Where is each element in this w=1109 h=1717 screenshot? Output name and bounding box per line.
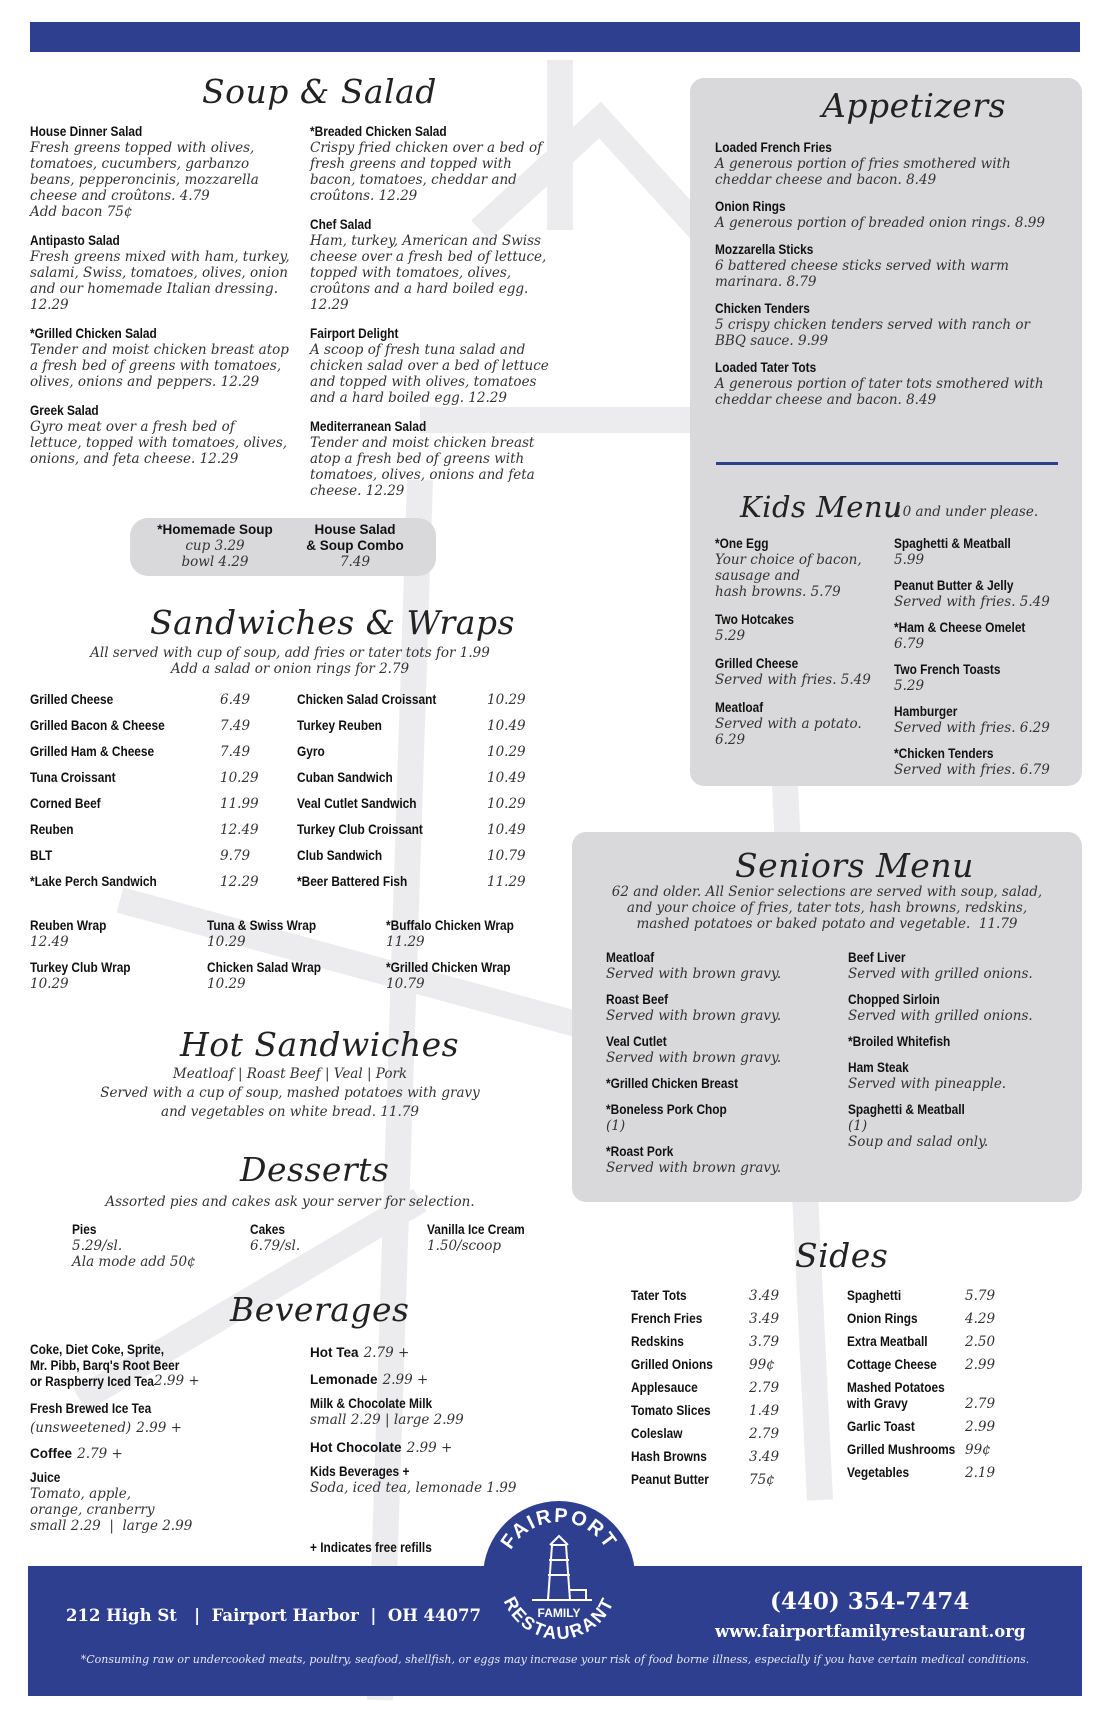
item-desc: Served with brown gravy. [606, 966, 782, 982]
item-name: Meatloaf [606, 950, 655, 965]
menu-item [715, 199, 1065, 231]
top-banner [30, 22, 1080, 52]
wrap-price: 10.79 [386, 976, 425, 992]
row-name: Corned Beef [30, 796, 101, 811]
lemonade-name: Lemonade [310, 1372, 378, 1387]
menu-item [715, 656, 880, 688]
item-name: Onion Rings [715, 199, 786, 214]
sides-title: Sides [795, 1236, 889, 1275]
juice-name: Juice [30, 1470, 61, 1485]
soup-salad-left-column [30, 124, 290, 480]
item-desc: 5.29 [715, 628, 746, 644]
wrap-name: Turkey Club Wrap [30, 960, 131, 975]
price-row [297, 848, 527, 874]
sandwiches-title: Sandwiches & Wraps [150, 603, 515, 642]
item-desc: Served with brown gravy. [606, 1008, 782, 1024]
desserts-title: Desserts [240, 1150, 390, 1189]
row-name: Coleslaw [631, 1426, 683, 1441]
wrap-price: 10.29 [207, 976, 246, 992]
dessert-item [72, 1222, 196, 1270]
menu-item [848, 1060, 1068, 1092]
appetizers-title: Appetizers [822, 86, 1007, 125]
row-price: 75¢ [749, 1472, 775, 1488]
kids-left-list [715, 536, 880, 760]
row-price: 1.49 [749, 1403, 780, 1419]
row-price: 10.49 [487, 770, 526, 786]
wrap-price: 10.29 [207, 934, 246, 950]
menu-item [606, 1076, 826, 1092]
soup-combo-box [130, 518, 436, 576]
row-name: Grilled Onions [631, 1357, 713, 1372]
menu-item [310, 217, 550, 313]
row-price: 11.99 [220, 796, 259, 812]
wraps-list [30, 918, 550, 992]
menu-item [606, 992, 826, 1024]
menu-item [310, 326, 550, 406]
menu-item [715, 536, 880, 600]
tea-desc: (unsweetened) [30, 1420, 132, 1436]
sides-left-list [631, 1288, 791, 1528]
dessert-price: 6.79/sl. [250, 1238, 301, 1254]
dessert-price: 5.29/sl. [72, 1238, 123, 1254]
beverages-title: Beverages [230, 1290, 410, 1329]
beverages-right [310, 1342, 560, 1496]
kids-right-list [894, 536, 1074, 788]
seniors-left-list [606, 950, 826, 1186]
item-name: Ham Steak [848, 1060, 909, 1075]
menu-item [310, 419, 550, 499]
row-price: 2.99 [965, 1357, 996, 1373]
menu-item [715, 301, 1065, 349]
wrap-item [30, 960, 144, 992]
item-name: Roast Beef [606, 992, 669, 1007]
item-desc: Served with fries. 6.29 [894, 720, 1050, 736]
hot-tea-price: 2.79 + [363, 1345, 410, 1361]
row-price: 10.29 [487, 692, 526, 708]
milk-desc: small 2.29 | large 2.99 [310, 1412, 464, 1428]
hot-sandwiches-desc-2: and vegetables on white bread. 11.79 [161, 1104, 419, 1120]
tea-name: Fresh Brewed Ice Tea [30, 1401, 152, 1416]
sandwiches-sub-1: All served with cup of soup, add fries or tater tots for 1.99 [90, 645, 490, 661]
item-name: Meatloaf [715, 700, 764, 715]
menu-item [894, 746, 1074, 778]
price-row [297, 796, 527, 822]
beverages-left [30, 1342, 290, 1534]
item-name: Hamburger [894, 704, 958, 719]
dessert-note: Ala mode add 50¢ [72, 1254, 196, 1270]
row-name: Extra Meatball [847, 1334, 928, 1349]
item-name: Mozzarella Sticks [715, 242, 814, 257]
row-name: Tomato Slices [631, 1403, 711, 1418]
logo-text-bottom: RESTAURANT [499, 1593, 619, 1644]
combo-name-2: & Soup Combo [306, 538, 404, 553]
row-price: 2.79 [965, 1396, 996, 1412]
item-desc: A generous portion of tater tots smothered with cheddar cheese and bacon. 8.49 [715, 376, 1044, 408]
combo-name: House Salad [314, 522, 396, 537]
dessert-name: Cakes [250, 1222, 286, 1237]
row-price: 12.29 [220, 874, 259, 890]
row-price: 5.79 [965, 1288, 996, 1304]
sandwiches-sub-2: Add a salad or onion rings for 2.79 [170, 661, 410, 677]
item-desc: Served with fries. 5.49 [894, 594, 1050, 610]
row-name: French Fries [631, 1311, 703, 1326]
row-name: Garlic Toast [847, 1419, 915, 1434]
price-row [30, 796, 260, 822]
soup-salad-title: Soup & Salad [202, 72, 437, 111]
restaurant-logo [482, 1500, 636, 1654]
seniors-menu-title: Seniors Menu [735, 846, 974, 885]
menu-item [30, 403, 290, 467]
item-desc: Fresh greens topped with olives, tomatoes, cucumbers, garbanzo beans, pepperoncinis, mozzarella cheese and croûtons. 4.79 Add bacon 75¢ [30, 140, 259, 220]
row-price: 10.29 [487, 744, 526, 760]
item-desc: A scoop of fresh tuna salad and chicken salad over a bed of lettuce and topped with olives, tomatoes and a hard boiled egg. 12.29 [310, 342, 549, 406]
wrap-name: Tuna & Swiss Wrap [207, 918, 317, 933]
item-name: Mediterranean Salad [310, 419, 427, 434]
item-desc: A generous portion of breaded onion rings. 8.99 [715, 215, 1045, 231]
row-price: 10.79 [487, 848, 526, 864]
item-name: *Breaded Chicken Salad [310, 124, 447, 139]
item-desc: (1) [606, 1118, 626, 1134]
wrap-item [386, 960, 528, 992]
price-row [30, 692, 260, 718]
item-desc: Served with fries. 5.49 [715, 672, 871, 688]
item-desc: Served with pineapple. [848, 1076, 1007, 1092]
hot-sandwiches-types: Meatloaf | Roast Beef | Veal | Pork [172, 1066, 408, 1082]
menu-item [715, 700, 880, 748]
row-name: Mashed Potatoes with Gravy [847, 1380, 945, 1411]
item-desc: Gyro meat over a fresh bed of lettuce, topped with tomatoes, olives, onions, and feta cheese. 12.29 [30, 419, 288, 467]
soup-name: *Homemade Soup [157, 522, 273, 537]
milk-name: Milk & Chocolate Milk [310, 1396, 433, 1411]
row-price: 2.50 [965, 1334, 996, 1350]
item-name: *Grilled Chicken Breast [606, 1076, 739, 1091]
price-row [297, 692, 527, 718]
item-desc: Crispy fried chicken over a bed of fresh greens and topped with bacon, tomatoes, cheddar and croûtons. 12.29 [310, 140, 543, 204]
item-name: Chef Salad [310, 217, 372, 232]
row-price: 11.29 [487, 874, 526, 890]
row-price: 2.79 [749, 1426, 780, 1442]
item-desc: A generous portion of fries smothered with cheddar cheese and bacon. 8.49 [715, 156, 1011, 188]
item-desc: Your choice of bacon, sausage and hash browns. 5.79 [715, 552, 862, 600]
menu-item [30, 326, 290, 390]
row-price: 2.79 [749, 1380, 780, 1396]
item-name: Peanut Butter & Jelly [894, 578, 1014, 593]
item-name: Veal Cutlet [606, 1034, 667, 1049]
item-name: Loaded French Fries [715, 140, 832, 155]
item-desc: 6 battered cheese sticks served with warm marinara. 8.79 [715, 258, 1009, 290]
row-name: Hash Browns [631, 1449, 707, 1464]
item-name: Beef Liver [848, 950, 906, 965]
dessert-name: Vanilla Ice Cream [427, 1222, 525, 1237]
price-row [297, 744, 527, 770]
row-name: *Beer Battered Fish [297, 874, 408, 889]
seniors-right-list [848, 950, 1068, 1160]
wrap-name: Reuben Wrap [30, 918, 107, 933]
tea-price: 2.99 + [136, 1420, 182, 1436]
price-row [30, 770, 260, 796]
dessert-price: 1.50/scoop [427, 1238, 501, 1254]
item-desc: Ham, turkey, American and Swiss cheese over a fresh bed of lettuce, topped with tomatoes, olives, croûtons and a hard boiled egg. 12.29 [310, 233, 547, 313]
wrap-price: 12.49 [30, 934, 69, 950]
kids-menu-note: 10 and under please. [894, 504, 1039, 520]
desserts-sub: Assorted pies and cakes ask your server for selection. [105, 1194, 475, 1210]
dessert-item [250, 1222, 300, 1254]
row-price: 10.49 [487, 718, 526, 734]
price-row [847, 1380, 1007, 1412]
row-name: Reuben [30, 822, 74, 837]
row-price: 6.49 [220, 692, 251, 708]
row-price: 2.99 [965, 1419, 996, 1435]
row-name: Grilled Cheese [30, 692, 114, 707]
price-row [30, 822, 260, 848]
wrap-name: Chicken Salad Wrap [207, 960, 322, 975]
panel-divider [716, 462, 1058, 465]
item-name: Grilled Cheese [715, 656, 799, 671]
price-row [847, 1465, 1007, 1491]
item-name: *Chicken Tenders [894, 746, 994, 761]
hot-sandwiches-title: Hot Sandwiches [180, 1025, 460, 1064]
row-name: Peanut Butter [631, 1472, 709, 1487]
footer-website: www.fairportfamilyrestaurant.org [715, 1622, 1026, 1641]
soda-price: 2.99 + [154, 1373, 200, 1389]
menu-item [848, 1102, 1068, 1150]
wrap-name: *Grilled Chicken Wrap [386, 960, 511, 975]
row-name: Turkey Club Croissant [297, 822, 423, 837]
row-name: Cottage Cheese [847, 1357, 937, 1372]
row-price: 3.49 [749, 1449, 780, 1465]
row-name: Spaghetti [847, 1288, 902, 1303]
hot-chocolate-price: 2.99 + [406, 1440, 453, 1456]
row-name: Grilled Mushrooms [847, 1442, 956, 1457]
sandwiches-left-list [30, 692, 260, 902]
price-row [631, 1472, 791, 1498]
item-desc: 6.79 [894, 636, 925, 652]
item-desc: 5.99 [894, 552, 925, 568]
price-row [30, 744, 260, 770]
logo-text-top: FAIRPORT [496, 1504, 622, 1554]
item-desc: Tender and moist chicken breast atop a fresh bed of greens with tomatoes, olives, onions and feta cheese. 12.29 [310, 435, 535, 499]
wrap-item [207, 960, 337, 992]
menu-item [30, 233, 290, 313]
menu-item [715, 612, 880, 644]
combo-price: 7.49 [339, 554, 371, 570]
kids-menu-title: Kids Menu [740, 490, 903, 524]
desserts-list [72, 1222, 572, 1272]
price-row [30, 718, 260, 744]
price-row [297, 822, 527, 848]
wrap-price: 11.29 [386, 934, 425, 950]
dessert-name: Pies [72, 1222, 97, 1237]
item-desc: Served with grilled onions. [848, 966, 1033, 982]
item-name: *Boneless Pork Chop [606, 1102, 727, 1117]
item-name: *One Egg [715, 536, 769, 551]
footer-disclaimer: *Consuming raw or undercooked meats, poultry, seafood, shellfish, or eggs may increase your risk of food borne illness, especially if you have certain medical conditions. [80, 1653, 1030, 1666]
soup-cup: cup 3.29 [185, 538, 245, 554]
menu-item [30, 124, 290, 220]
item-desc: (1) Soup and salad only. [848, 1118, 989, 1150]
row-price: 12.49 [220, 822, 259, 838]
menu-item [715, 242, 1065, 290]
item-desc: Served with brown gravy. [606, 1160, 782, 1176]
item-name: Loaded Tater Tots [715, 360, 817, 375]
soup-salad-right-column [310, 124, 550, 512]
item-name: Chopped Sirloin [848, 992, 940, 1007]
menu-item [894, 704, 1074, 736]
item-name: *Broiled Whitefish [848, 1034, 951, 1049]
row-price: 3.49 [749, 1311, 780, 1327]
row-name: Gyro [297, 744, 325, 759]
item-name: *Ham & Cheese Omelet [894, 620, 1026, 635]
row-name: Cuban Sandwich [297, 770, 393, 785]
wrap-item [386, 918, 531, 950]
menu-item [894, 536, 1074, 568]
price-row [297, 718, 527, 744]
menu-item [606, 1034, 826, 1066]
row-name: Grilled Ham & Cheese [30, 744, 155, 759]
item-name: *Grilled Chicken Salad [30, 326, 157, 341]
row-name: Turkey Reuben [297, 718, 382, 733]
soup-bowl: bowl 4.29 [181, 554, 249, 570]
lemonade-price: 2.99 + [382, 1372, 429, 1388]
price-row [297, 874, 527, 900]
row-price: 4.29 [965, 1311, 996, 1327]
menu-item [894, 662, 1074, 694]
price-row [30, 848, 260, 874]
row-price: 10.29 [487, 796, 526, 812]
footer-address: 212 High St | Fairport Harbor | OH 44077 [66, 1606, 481, 1625]
wrap-item [207, 918, 331, 950]
item-desc: Served with brown gravy. [606, 1050, 782, 1066]
item-name: *Roast Pork [606, 1144, 674, 1159]
sides-right-list [847, 1288, 1007, 1528]
item-desc: 5.29 [894, 678, 925, 694]
row-price: 3.49 [749, 1288, 780, 1304]
item-name: House Dinner Salad [30, 124, 143, 139]
row-name: Applesauce [631, 1380, 698, 1395]
item-name: Spaghetti & Meatball [894, 536, 1011, 551]
wrap-item [30, 918, 117, 950]
item-name: Greek Salad [30, 403, 99, 418]
row-price: 3.79 [749, 1334, 780, 1350]
menu-item [848, 950, 1068, 982]
row-name: BLT [30, 848, 53, 863]
menu-item [894, 578, 1074, 610]
menu-item [715, 140, 1065, 188]
price-row [30, 874, 260, 900]
appetizers-list [715, 140, 1065, 419]
row-price: 2.19 [965, 1465, 996, 1481]
item-name: Two French Toasts [894, 662, 1001, 677]
row-price: 7.49 [220, 718, 251, 734]
row-name: Grilled Bacon & Cheese [30, 718, 165, 733]
hot-tea-name: Hot Tea [310, 1345, 359, 1360]
row-price: 9.79 [220, 848, 251, 864]
menu-item [894, 620, 1074, 652]
item-desc: Served with a potato. 6.29 [715, 716, 862, 748]
menu-item [606, 1144, 826, 1176]
coffee-name: Coffee [30, 1446, 73, 1461]
menu-item [715, 360, 1065, 408]
juice-desc: Tomato, apple, orange, cranberry small 2.29 | large 2.99 [30, 1486, 193, 1534]
footer-phone: (440) 354-7474 [770, 1588, 970, 1615]
seniors-sub: 62 and older. All Senior selections are served with soup, salad, and your choice of fries, tater tots, hash browns, redskins, mashed potatoes or baked potato and vegetable. 11.79 [611, 884, 1043, 932]
row-price: 10.49 [487, 822, 526, 838]
refill-note: + Indicates free refills [310, 1540, 432, 1555]
row-price: 99¢ [965, 1442, 991, 1458]
row-name: Vegetables [847, 1465, 910, 1480]
menu-item [848, 992, 1068, 1024]
kids-beverages-name: Kids Beverages + [310, 1464, 410, 1479]
soda-name: Coke, Diet Coke, Sprite, Mr. Pibb, Barq's Root Beer or Raspberry Iced Tea [30, 1342, 180, 1389]
row-name: Redskins [631, 1334, 684, 1349]
wrap-name: *Buffalo Chicken Wrap [386, 918, 514, 933]
row-price: 99¢ [749, 1357, 775, 1373]
menu-item [606, 950, 826, 982]
dessert-item [427, 1222, 538, 1254]
hot-chocolate-name: Hot Chocolate [310, 1440, 402, 1455]
row-price: 7.49 [220, 744, 251, 760]
sandwiches-right-list [297, 692, 527, 902]
item-name: Fairport Delight [310, 326, 399, 341]
wrap-price: 10.29 [30, 976, 69, 992]
row-price: 10.29 [220, 770, 259, 786]
row-name: Onion Rings [847, 1311, 918, 1326]
row-name: Veal Cutlet Sandwich [297, 796, 417, 811]
item-desc: Tender and moist chicken breast atop a fresh bed of greens with tomatoes, olives, onions and peppers. 12.29 [30, 342, 289, 390]
item-desc: Fresh greens mixed with ham, turkey, salami, Swiss, tomatoes, olives, onion and our homemade Italian dressing. 12.29 [30, 249, 290, 313]
item-desc: 5 crispy chicken tenders served with ranch or BBQ sauce. 9.99 [715, 317, 1030, 349]
item-name: Antipasto Salad [30, 233, 120, 248]
item-desc: Served with grilled onions. [848, 1008, 1033, 1024]
item-name: Two Hotcakes [715, 612, 795, 627]
coffee-price: 2.79 + [77, 1446, 123, 1462]
row-name: *Lake Perch Sandwich [30, 874, 157, 889]
hot-sandwiches-desc-1: Served with a cup of soup, mashed potatoes with gravy [100, 1085, 480, 1101]
row-name: Tater Tots [631, 1288, 687, 1303]
row-name: Club Sandwich [297, 848, 383, 863]
kids-beverages-desc: Soda, iced tea, lemonade 1.99 [310, 1480, 517, 1496]
row-name: Chicken Salad Croissant [297, 692, 437, 707]
price-row [297, 770, 527, 796]
row-name: Tuna Croissant [30, 770, 116, 785]
menu-item [310, 124, 550, 204]
logo-text-family: FAMILY [537, 1606, 581, 1620]
item-name: Spaghetti & Meatball [848, 1102, 965, 1117]
menu-item [848, 1034, 1068, 1050]
item-name: Chicken Tenders [715, 301, 810, 316]
menu-item [606, 1102, 826, 1134]
item-desc: Served with fries. 6.79 [894, 762, 1050, 778]
